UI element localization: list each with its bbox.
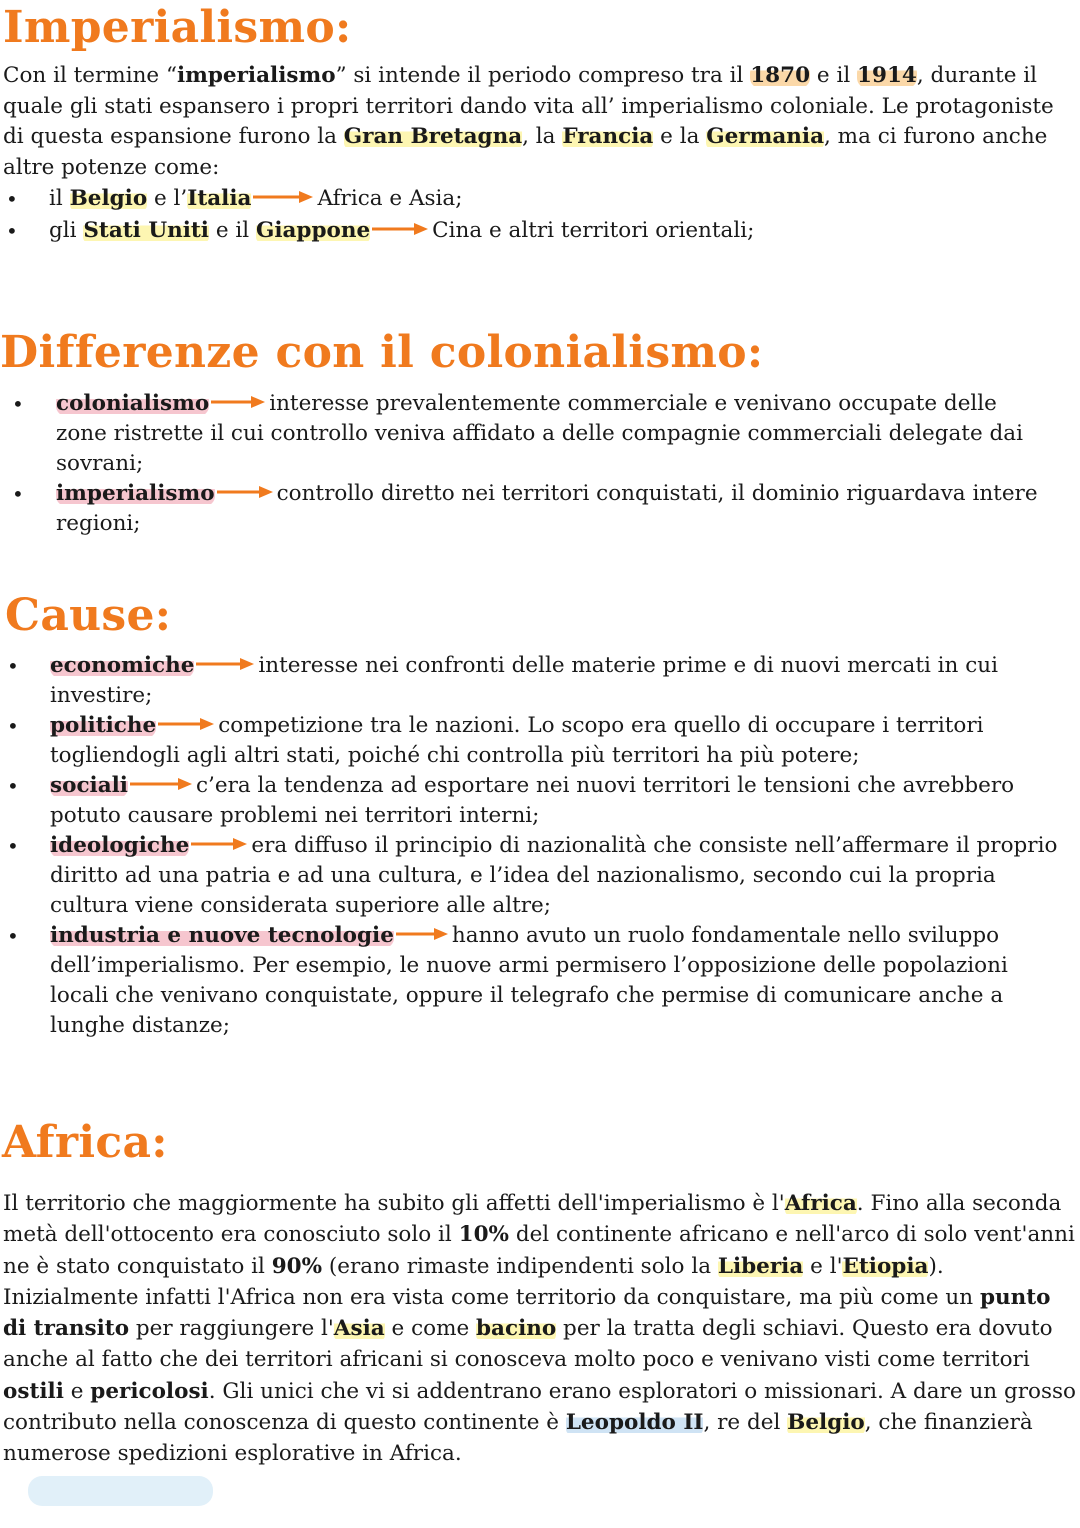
africa-paragraph: Il territorio che maggiormente ha subito gli affetti dell'imperialismo è l'Africa. Fino alla seconda metà dell'ottocento era conosciuto solo il 10% del continente africano e nell'arco di solo vent'anni ne è stato conquistato il 90% (erano rimaste indipendenti solo la Liberia e l'Etiopia). Inizialmente infatti l'Africa non era vista come territorio da conquistare, ma più come un punto di transito per raggiungere l'Asia e come bacino per la tratta degli schiavi. Questo era dovuto anche al fatto che dei territori africani si conosceva molto poco e venivano visti come territori ostili e pericolosi. Gli unici che vi si addentrano erano esploratori o missionari. A dare un grosso contributo nella conoscenza di questo continente è Leopoldo II, re del Belgio, che finanzierà numerose spedizioni esplorative in Africa. bbox=[3, 1191, 1076, 1467]
kw-punto-transito: punto di transito bbox=[3, 1284, 1051, 1342]
list-item: • politiche competizione tra le nazioni. Lo scopo era quello di occupare i territori togliendogli agli altri stati, poiché chi controlla più territori ha più potere; bbox=[7, 713, 984, 768]
kw-africa: Africa bbox=[784, 1191, 857, 1216]
imperialismo-paragraph: Con il termine “imperialismo” si intende il periodo compreso tra il 1870 e il 1914, durante il quale gli stati espansero i propri territori dando vita all’ imperialismo coloniale. Le protagoniste di questa espansione furono la Gran Bretagna, la Francia e la Germania, ma ci furono anche altre potenze come: bbox=[3, 63, 1054, 180]
year-1870: 1870 bbox=[750, 63, 811, 88]
kw-bacino: bacino bbox=[476, 1316, 557, 1342]
kw-90-percent: 90% bbox=[271, 1253, 323, 1279]
bullet-icon: • bbox=[6, 187, 18, 211]
bullet-icon: • bbox=[7, 924, 19, 948]
bullet-icon: • bbox=[7, 714, 19, 738]
kw-etiopia: Etiopia bbox=[842, 1253, 929, 1279]
kw-sociali: sociali bbox=[50, 773, 128, 798]
arrow-right-icon bbox=[211, 395, 265, 409]
kw-ostili: ostili bbox=[3, 1378, 64, 1404]
kw-francia: Francia bbox=[562, 124, 654, 149]
bullet-icon: • bbox=[7, 834, 19, 858]
bullet-icon: • bbox=[12, 482, 24, 506]
kw-italia: Italia bbox=[187, 186, 252, 211]
kw-leopoldo-ii: Leopoldo II bbox=[565, 1410, 704, 1436]
arrow-right-icon bbox=[372, 222, 428, 236]
kw-asia: Asia bbox=[333, 1316, 385, 1342]
arrow-right-icon bbox=[396, 927, 448, 941]
kw-germania: Germania bbox=[706, 124, 825, 149]
kw-industria-tecnologie: industria e nuove tecnologie bbox=[50, 923, 394, 948]
term-imperialismo: imperialismo bbox=[176, 63, 336, 88]
bullet-icon: • bbox=[12, 392, 24, 416]
section-title-cause: Cause: bbox=[5, 590, 172, 641]
kw-belgio: Belgio bbox=[787, 1410, 865, 1436]
section-title-africa: Africa: bbox=[2, 1117, 168, 1168]
kw-colonialismo: colonialismo bbox=[56, 391, 210, 416]
arrow-right-icon bbox=[196, 657, 254, 671]
section-title-imperialismo: Imperialismo: bbox=[3, 2, 352, 53]
kw-belgio: Belgio bbox=[69, 186, 148, 211]
arrow-right-icon bbox=[158, 717, 214, 731]
kw-pericolosi: pericolosi bbox=[90, 1378, 209, 1404]
imperialismo-powers-list bbox=[3, 184, 1073, 246]
bullet-icon: • bbox=[6, 219, 18, 243]
list-item: • imperialismo controllo diretto nei territori conquistati, il dominio riguardava intere regioni; bbox=[12, 481, 1038, 536]
kw-politiche: politiche bbox=[50, 713, 157, 738]
differenze-list bbox=[3, 389, 1043, 539]
cause-list bbox=[3, 651, 1063, 1041]
section-title-differenze: Differenze con il colonialismo: bbox=[0, 327, 764, 378]
kw-gran-bretagna: Gran Bretagna bbox=[343, 124, 523, 149]
list-item: • sociali c’era la tendenza ad esportare nei nuovi territori le tensioni che avrebbero potuto causare problemi nei territori interni; bbox=[7, 773, 1015, 828]
kw-giappone: Giappone bbox=[255, 218, 371, 243]
arrow-right-icon bbox=[217, 485, 273, 499]
bullet-icon: • bbox=[7, 654, 19, 678]
arrow-right-icon bbox=[130, 777, 192, 791]
kw-ideologiche: ideologiche bbox=[50, 833, 190, 858]
kw-economiche: economiche bbox=[50, 653, 195, 678]
arrow-right-icon bbox=[253, 190, 313, 204]
kw-imperialismo: imperialismo bbox=[56, 481, 215, 506]
list-item: • colonialismo interesse prevalentemente commerciale e venivano occupate delle zone ristrette il cui controllo veniva affidato a delle compagnie commerciali delegate dai sovrani; bbox=[12, 391, 1023, 476]
kw-liberia: Liberia bbox=[717, 1253, 804, 1279]
list-item: • industria e nuove tecnologie hanno avuto un ruolo fondamentale nello sviluppo dell’imperialismo. Per esempio, le nuove armi permisero l’opposizione delle popolazioni locali che venivano conquistate, oppure il telegrafo che permise di comunicare anche a lunghe distanze; bbox=[7, 923, 1008, 1038]
list-item: • il Belgio e l’Italia Africa e Asia; bbox=[3, 184, 1073, 214]
list-item: • ideologiche era diffuso il principio di nazionalità che consiste nell’affermare il proprio diritto ad una patria e ad una cultura, e l’idea del nazionalismo, secondo cui la propria cultura viene considerata superiore alle altre; bbox=[7, 833, 1058, 918]
year-1914: 1914 bbox=[857, 63, 917, 88]
kw-stati-uniti: Stati Uniti bbox=[83, 218, 209, 243]
watermark-badge bbox=[28, 1476, 213, 1506]
list-item: • gli Stati Uniti e il Giappone Cina e altri territori orientali; bbox=[3, 216, 1073, 246]
kw-10-percent: 10% bbox=[458, 1222, 509, 1248]
bullet-icon: • bbox=[7, 774, 19, 798]
arrow-right-icon bbox=[191, 837, 247, 851]
list-item: • economiche interesse nei confronti delle materie prime e di nuovi mercati in cui investire; bbox=[7, 653, 998, 708]
